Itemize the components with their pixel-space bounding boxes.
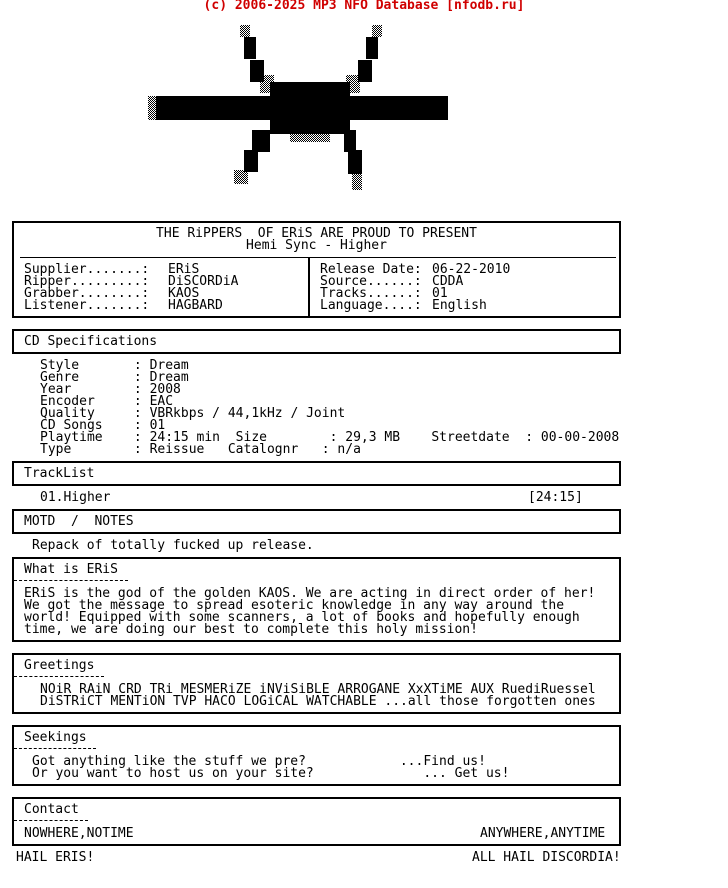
motd-title: MOTD / NOTES [24,514,134,529]
credit-label: Grabber........: [24,286,150,301]
tracklist-title: TrackList [24,466,95,481]
credits-divider-v [308,258,310,318]
seekings-underline [14,748,96,749]
credit-value: HAGBARD [168,298,223,313]
credit-label: Release Date: [320,262,422,277]
tracklist-title-box [12,461,621,486]
track-time: [24:15] [528,490,583,505]
whatis-title: What is ERiS [24,562,118,577]
whatis-underline [14,580,128,581]
spec-line: Style : Dream [40,358,189,373]
page-header: (c) 2006-2025 MP3 NFO Database [nfodb.ru] [203,0,525,13]
greetings-line: DiSTRiCT MENTiON TVP HACO LOGiCAL WATCHABLE ...all those forgotten ones [40,694,596,709]
credit-label: Source......: [320,274,422,289]
contact-left: NOWHERE,NOTIME [24,826,134,841]
whatis-line: world! Equipped with some scanners, a lot of books and hopefully enough [24,610,580,625]
greetings-line: NOiR RAiN CRD TRi MESMERiZE iNViSiBLE ARROGANE XxXTiME AUX RuediRuessel [40,682,596,697]
credit-value: CDDA [432,274,464,289]
motd-text: Repack of totally fucked up release. [32,538,314,553]
spec-line: Encoder : EAC [40,394,174,409]
intro-line-1: THE RiPPERS OF ERiS ARE PROUD TO PRESENT [156,226,477,241]
whatis-line: ERiS is the god of the golden KAOS. We are acting in direct order of her! [24,586,596,601]
contact-right: ANYWHERE,ANYTIME [480,826,606,841]
contact-underline [14,820,88,821]
intro-divider [20,257,616,258]
contact-title: Contact [24,802,79,817]
footer-left: HAIL ERIS! [16,850,95,865]
spec-line: CD Songs : 01 [40,418,166,433]
spec-line: Quality : VBRkbps / 44,1kHz / Joint [40,406,346,421]
spec-line: Genre : Dream [40,370,189,385]
specs-title: CD Specifications [24,334,158,349]
credit-value: DiSCORDiA [168,274,239,289]
eris-logo [140,20,460,195]
spec-line: Playtime : 24:15 min Size : 29,3 MB Streetdate : 00-00-2008 [40,430,620,445]
credit-label: Ripper.........: [24,274,150,289]
seekings-title: Seekings [24,730,87,745]
credit-value: 01 [432,286,448,301]
intro-line-2: Hemi Sync - Higher [246,238,387,253]
credit-value: ERiS [168,262,200,277]
credit-label: Listener.......: [24,298,150,313]
credit-label: Tracks......: [320,286,422,301]
credit-value: English [432,298,487,313]
whatis-line: time, we are doing our best to complete this holy mission! [24,622,478,637]
whatis-line: We got the message to spread esoteric knowledge in any way around the [24,598,565,613]
credit-label: Language....: [320,298,422,313]
greetings-underline [14,676,104,677]
credit-label: Supplier.......: [24,262,150,277]
greetings-title: Greetings [24,658,95,673]
credit-value: KAOS [168,286,200,301]
seekings-line: Got anything like the stuff we pre? ...Find us! [32,754,486,769]
spec-line: Type : Reissue Catalognr : n/a [40,442,361,457]
spec-line: Year : 2008 [40,382,181,397]
track-name: 01.Higher [40,490,111,505]
credit-value: 06-22-2010 [432,262,511,277]
seekings-line: Or you want to host us on your site? ... Get us! [32,766,510,781]
footer-right: ALL HAIL DISCORDIA! [472,850,621,865]
